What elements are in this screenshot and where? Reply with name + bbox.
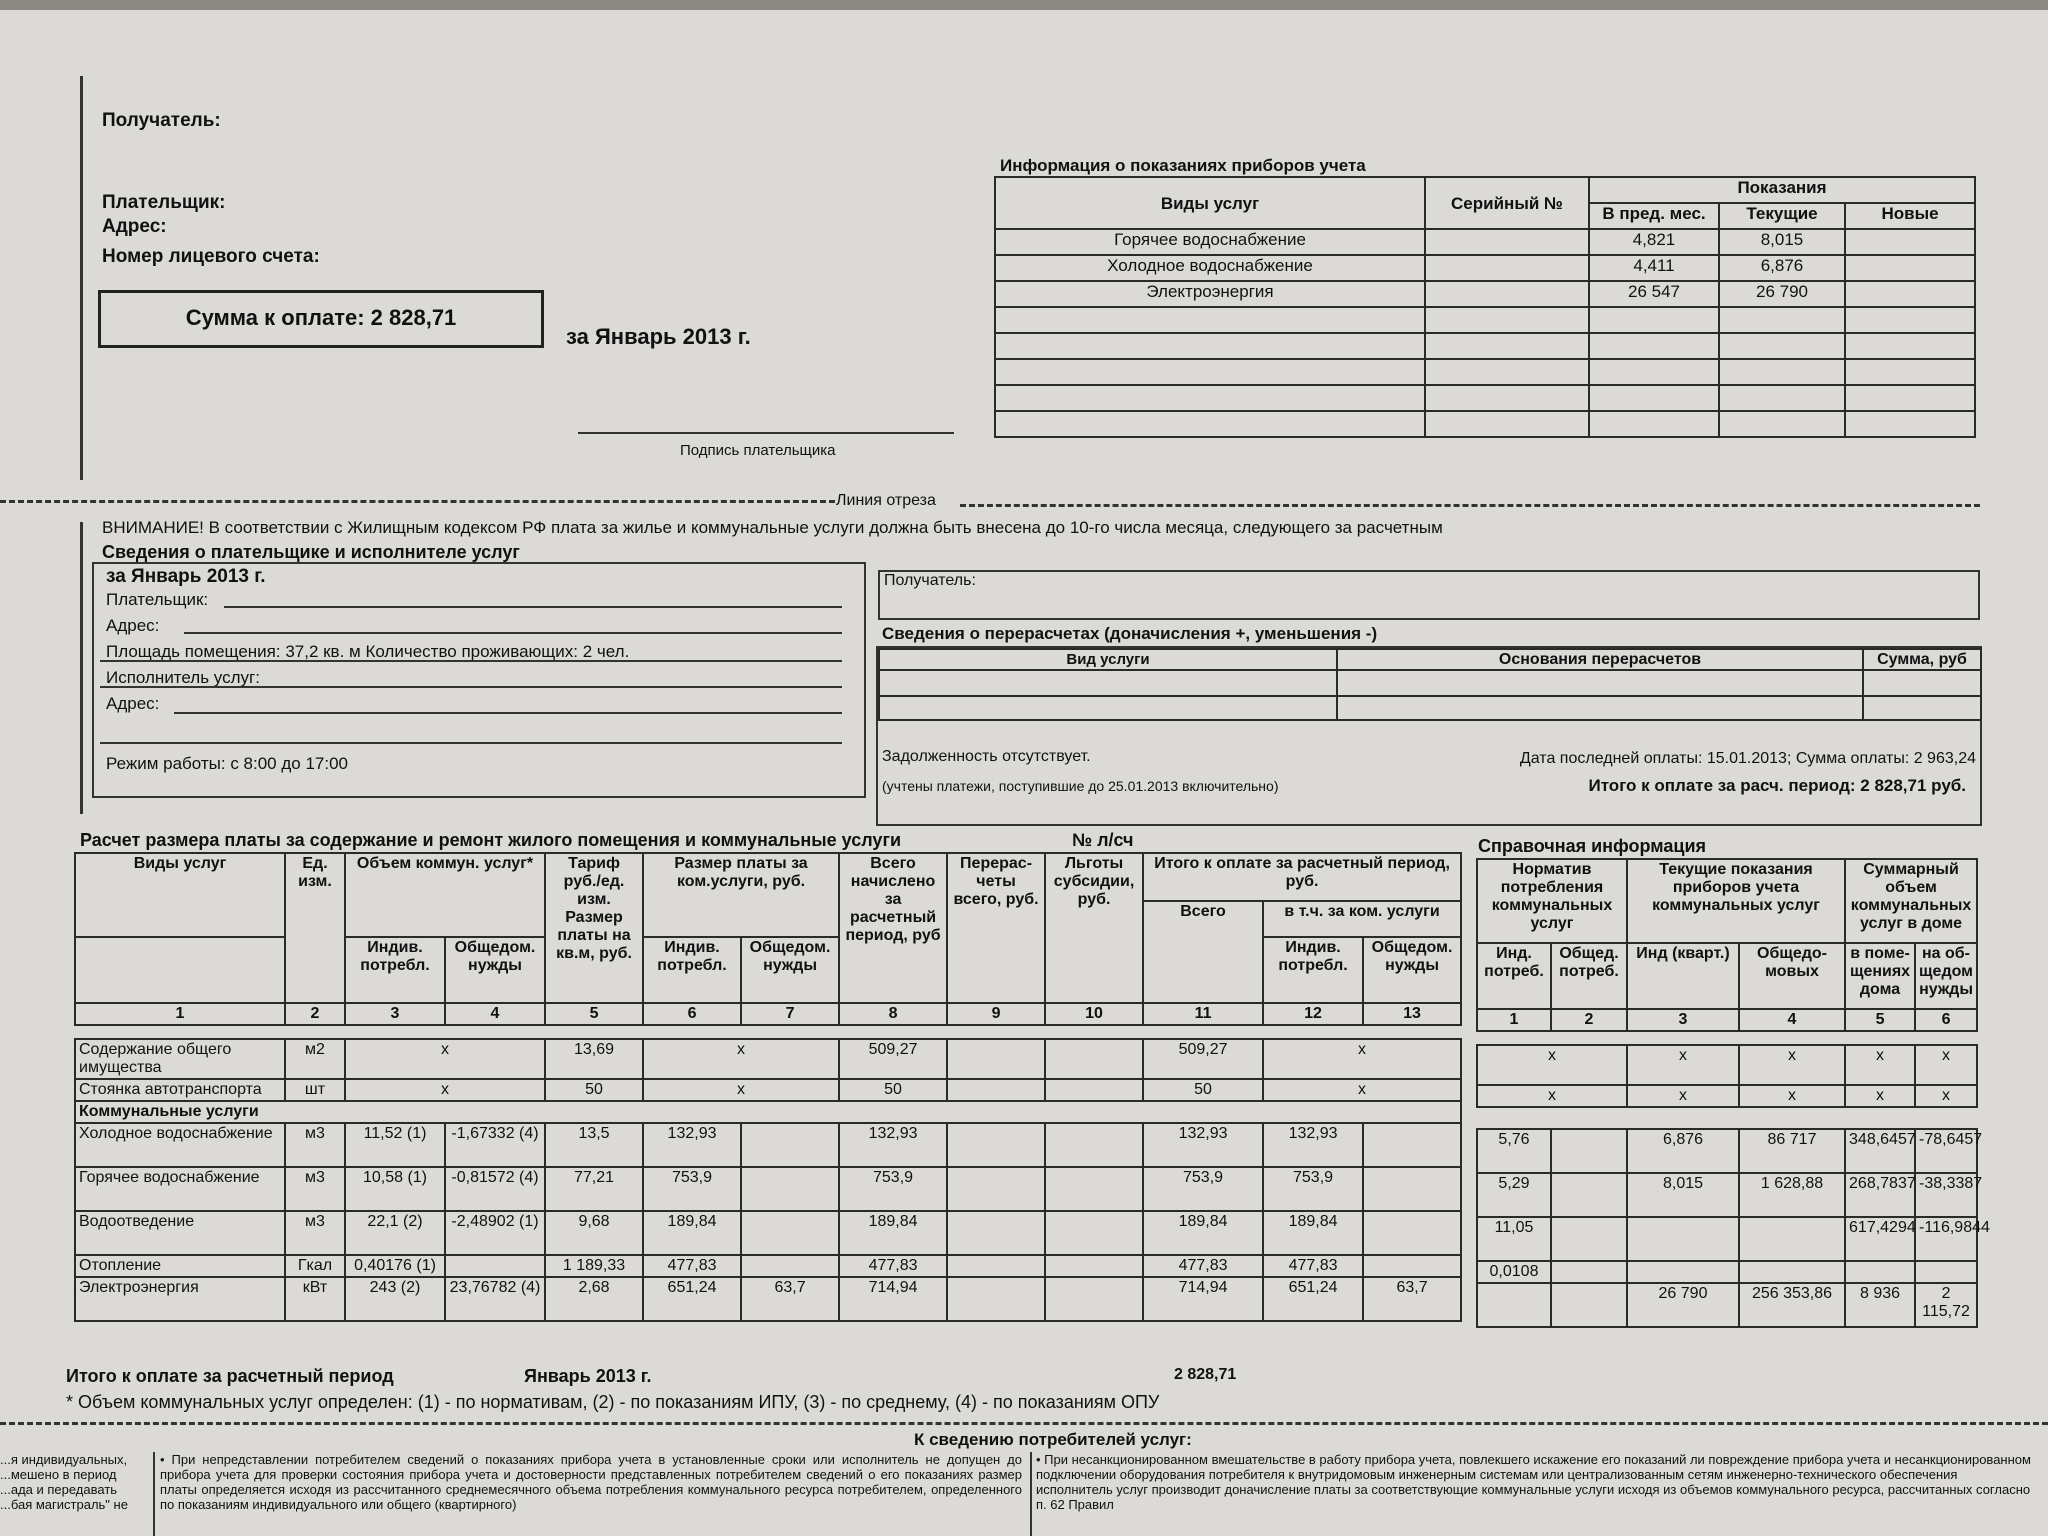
ref-cell <box>1551 1173 1627 1217</box>
calc-cell: Холодное водоснабжение <box>75 1123 285 1167</box>
ref-cell: х <box>1477 1045 1627 1085</box>
meter-cell: Горячее водоснабжение <box>995 229 1425 255</box>
calc-cell: Водоотведение <box>75 1211 285 1255</box>
calc-cell: 477,83 <box>643 1255 741 1277</box>
calc-num: 6 <box>643 1003 741 1025</box>
calc-h-size-common: Общедом. нужды <box>741 937 839 1003</box>
ref-cell: 348,6457 <box>1845 1129 1915 1173</box>
calc-cell: 22,1 (2) <box>345 1211 445 1255</box>
calc-cell: 753,9 <box>1263 1167 1363 1211</box>
calc-cell <box>1363 1255 1461 1277</box>
ref-cell: 0,0108 <box>1477 1261 1551 1283</box>
recalc-box <box>876 646 1982 826</box>
ref-cell <box>1551 1283 1627 1327</box>
calc-num: 9 <box>947 1003 1045 1025</box>
calc-cell: 132,93 <box>839 1123 947 1167</box>
calc-cell: 13,69 <box>545 1039 643 1079</box>
recalc-h-sum: Сумма, руб <box>1863 649 1981 670</box>
footer-col-left: ...я индивидуальных, ...мешено в период ...ада и передавать ...бая магистраль" не <box>0 1452 128 1512</box>
ref-cell: 617,4294 <box>1845 1217 1915 1261</box>
calc-cell: 714,94 <box>839 1277 947 1321</box>
cut-line-right <box>960 504 1980 507</box>
calc-h-unit: Ед. изм. <box>285 853 345 1003</box>
ref-row <box>1477 1129 1977 1173</box>
meter-row <box>995 255 1975 281</box>
calc-cell <box>947 1123 1045 1167</box>
ref-h-common-needs: на об-щедом нужды <box>1915 943 1977 1009</box>
calc-h-vol-ind: Индив. потребл. <box>345 937 445 1003</box>
calc-cell: 651,24 <box>1263 1277 1363 1321</box>
calc-cell <box>741 1255 839 1277</box>
calc-h-size-ind: Индив. потребл. <box>643 937 741 1003</box>
meter-row-empty <box>995 307 1975 333</box>
recalc-total: Итого к оплате за расч. период: 2 828,71 руб. <box>1588 776 1966 795</box>
calc-cell: 477,83 <box>1263 1255 1363 1277</box>
calc-h-benefits: Льготы субсидии, руб. <box>1045 853 1143 1003</box>
ref-cell: 268,7837 <box>1845 1173 1915 1217</box>
calc-cell <box>1045 1039 1143 1079</box>
meter-cell: 6,876 <box>1719 255 1845 281</box>
calc-h-total-ind: Индив. потребл. <box>1263 937 1363 1003</box>
calc-cell <box>1045 1079 1143 1101</box>
calc-cell: 11,52 (1) <box>345 1123 445 1167</box>
meter-cell <box>1845 281 1975 307</box>
calc-cell: 132,93 <box>1263 1123 1363 1167</box>
info-title: Сведения о плательщике и исполнителе услуг <box>102 542 520 562</box>
recipient-box <box>878 570 1980 620</box>
ref-row <box>1477 1045 1977 1085</box>
calc-h-charged: Всего начислено за расчетный период, руб <box>839 853 947 1003</box>
calc-cell <box>741 1167 839 1211</box>
meter-cell <box>1845 255 1975 281</box>
calc-cell <box>947 1211 1045 1255</box>
calc-cell: 132,93 <box>643 1123 741 1167</box>
ref-title: Справочная информация <box>1478 836 1707 856</box>
info-address2: Адрес: <box>106 694 160 713</box>
calc-cell: м3 <box>285 1123 345 1167</box>
ref-cell <box>1551 1261 1627 1283</box>
calc-num: 3 <box>345 1003 445 1025</box>
calc-num: 7 <box>741 1003 839 1025</box>
calc-cell: 50 <box>545 1079 643 1101</box>
footer-col-right: • При несанкционированном вмешательстве в работу прибора учета, повлекшего искажение его показаний ли повреждение прибора учета и несанкционированном подключении оборудования потребителя к внутридомовым инженерным системам или централизованным сетям инженерно-технического обеспечения исполнитель услуг производит доначисление платы за соответствующие коммунальные услуги исходя из объемов коммунального ресурса, рассчитанных согласно п. 62 Правил <box>1036 1452 2031 1512</box>
ref-h-ind: Инд. потреб. <box>1477 943 1551 1009</box>
recalc-title: Сведения о перерасчетах (доначисления +, уменьшения -) <box>882 624 1378 643</box>
calc-cell: 189,84 <box>1263 1211 1363 1255</box>
calc-cell: 50 <box>839 1079 947 1101</box>
meter-cell <box>1845 229 1975 255</box>
ref-h-common-house: Общедо-мовых <box>1739 943 1845 1009</box>
bill-paper <box>0 10 2048 1536</box>
ref-cell: -78,6457 <box>1915 1129 1977 1173</box>
calc-table <box>74 852 1462 1322</box>
calc-cell <box>947 1277 1045 1321</box>
ref-cell: х <box>1845 1045 1915 1085</box>
info-hours: Режим работы: с 8:00 до 17:00 <box>106 754 348 773</box>
calc-row <box>75 1039 1461 1079</box>
calc-cell: 509,27 <box>839 1039 947 1079</box>
ref-cell: х <box>1915 1045 1977 1085</box>
calc-h-tariff: Тариф руб./ед. изм. Размер платы на кв.м, руб. <box>545 853 643 1003</box>
ref-cell: 2 115,72 <box>1915 1283 1977 1327</box>
recalc-last-payment: Дата последней оплаты: 15.01.2013; Сумма оплаты: 2 963,24 <box>1519 750 1976 767</box>
ref-cell: х <box>1739 1085 1845 1107</box>
ref-row <box>1477 1173 1977 1217</box>
ref-number-row <box>1477 1009 1977 1031</box>
meter-title: Информация о показаниях приборов учета <box>1000 156 1366 175</box>
ref-cell <box>1915 1261 1977 1283</box>
info-extra-line <box>100 742 842 744</box>
calc-cell: 0,40176 (1) <box>345 1255 445 1277</box>
calc-num: 13 <box>1363 1003 1461 1025</box>
calc-num: 12 <box>1263 1003 1363 1025</box>
calc-cell: 50 <box>1143 1079 1263 1101</box>
payer-info-box <box>92 562 866 798</box>
ref-cell: 8,015 <box>1627 1173 1739 1217</box>
meter-row-empty <box>995 411 1975 437</box>
ref-cell: х <box>1845 1085 1915 1107</box>
info-address2-line <box>174 712 842 714</box>
ref-cell: 8 936 <box>1845 1283 1915 1327</box>
ref-h-rooms: в поме-щениях дома <box>1845 943 1915 1009</box>
recalc-recipient: Получатель: <box>884 572 976 589</box>
meter-cell <box>1425 229 1589 255</box>
calc-cell: 753,9 <box>1143 1167 1263 1211</box>
calc-cell: кВт <box>285 1277 345 1321</box>
calc-account-no: № л/сч <box>1072 830 1134 850</box>
amount-due-box: Сумма к оплате: 2 828,71 <box>98 290 544 348</box>
info-address-line <box>184 632 842 634</box>
calc-num: 1 <box>75 1003 285 1025</box>
ref-cell: -38,3387 <box>1915 1173 1977 1217</box>
meter-table <box>994 176 1976 438</box>
calc-cell: шт <box>285 1079 345 1101</box>
calc-cell: 243 (2) <box>345 1277 445 1321</box>
ref-cell: 256 353,86 <box>1739 1283 1845 1327</box>
calc-h-volume: Объем коммун. услуг* <box>345 853 545 937</box>
calc-cell <box>741 1123 839 1167</box>
calc-num: 8 <box>839 1003 947 1025</box>
ref-cell: х <box>1739 1045 1845 1085</box>
recalc-debt: Задолженность отсутствует. <box>882 748 1091 765</box>
ref-h-common: Общед. потреб. <box>1551 943 1627 1009</box>
calc-total-label: Итого к оплате за расчетный период <box>66 1366 394 1386</box>
ref-cell: 11,05 <box>1477 1217 1551 1261</box>
calc-cell: х <box>1263 1039 1461 1079</box>
calc-cell <box>1363 1167 1461 1211</box>
recalc-h-reason: Основания перерасчетов <box>1337 649 1863 670</box>
footer-divider-1 <box>153 1452 155 1536</box>
calc-cell: Горячее водоснабжение <box>75 1167 285 1211</box>
info-address: Адрес: <box>106 616 160 635</box>
calc-cell: Стоянка автотранспорта <box>75 1079 285 1101</box>
calc-cell <box>947 1255 1045 1277</box>
ref-num: 6 <box>1915 1009 1977 1031</box>
calc-cell: 23,76782 (4) <box>445 1277 545 1321</box>
calc-h-recalc: Перерас-четы всего, руб. <box>947 853 1045 1003</box>
info-area: Площадь помещения: 37,2 кв. м Количество проживающих: 2 чел. <box>106 642 630 661</box>
calc-cell <box>947 1079 1045 1101</box>
account-label: Номер лицевого счета: <box>102 246 320 267</box>
calc-h-service: Виды услуг <box>75 853 285 937</box>
meter-cell: 4,821 <box>1589 229 1719 255</box>
calc-cell <box>445 1255 545 1277</box>
calc-cell <box>741 1211 839 1255</box>
meter-h-prev: В пред. мес. <box>1589 203 1719 229</box>
calc-cell: 63,7 <box>741 1277 839 1321</box>
calc-num: 5 <box>545 1003 643 1025</box>
calc-cell: 651,24 <box>643 1277 741 1321</box>
ref-row <box>1477 1085 1977 1107</box>
address-label: Адрес: <box>102 216 167 237</box>
recalc-h-service: Вид услуги <box>879 649 1337 670</box>
info-executor: Исполнитель услуг: <box>106 668 260 687</box>
cut-line-left <box>0 500 835 503</box>
info-area-line <box>100 660 842 662</box>
ref-table <box>1476 858 1990 1328</box>
calc-footnote: * Объем коммунальных услуг определен: (1) - по нормативам, (2) - по показаниям ИПУ, (3) - по среднему, (4) - по показаниям ОПУ <box>66 1392 1160 1412</box>
calc-cell: 10,58 (1) <box>345 1167 445 1211</box>
calc-cell: 1 189,33 <box>545 1255 643 1277</box>
info-period: за Январь 2013 г. <box>106 566 266 587</box>
ref-cell <box>1739 1217 1845 1261</box>
calc-cell: 9,68 <box>545 1211 643 1255</box>
footer-cut-line <box>0 1422 2048 1425</box>
calc-row <box>75 1167 1461 1211</box>
ref-cell <box>1477 1283 1551 1327</box>
calc-cell: 714,94 <box>1143 1277 1263 1321</box>
calc-cell <box>1045 1167 1143 1211</box>
cut-line-label: Линия отреза <box>836 492 936 509</box>
meter-h-current: Текущие <box>1719 203 1845 229</box>
ref-cell: 5,76 <box>1477 1129 1551 1173</box>
calc-h-size: Размер платы за ком.услуги, руб. <box>643 853 839 937</box>
info-left-border <box>80 522 83 814</box>
recalc-accounted: (учтены платежи, поступившие до 25.01.2013 включительно) <box>882 778 1279 794</box>
ref-cell: х <box>1627 1045 1739 1085</box>
calc-cell <box>1045 1255 1143 1277</box>
period-label: за Январь 2013 г. <box>566 324 751 349</box>
meter-cell: Холодное водоснабжение <box>995 255 1425 281</box>
ref-h-norm: Норматив потребления коммунальных услуг <box>1477 859 1627 943</box>
ref-num: 3 <box>1627 1009 1739 1031</box>
info-payer-line <box>224 606 842 608</box>
info-payer: Плательщик: <box>106 590 209 609</box>
ref-cell: 6,876 <box>1627 1129 1739 1173</box>
meter-h-readings: Показания <box>1589 177 1975 203</box>
calc-cell: х <box>1263 1079 1461 1101</box>
calc-row <box>75 1079 1461 1101</box>
calc-cell: 189,84 <box>643 1211 741 1255</box>
ref-cell: 86 717 <box>1739 1129 1845 1173</box>
calc-cell: м3 <box>285 1211 345 1255</box>
ref-num: 1 <box>1477 1009 1551 1031</box>
meter-row-empty <box>995 359 1975 385</box>
calc-total-value: 2 828,71 <box>1174 1366 1237 1383</box>
calc-cell: 189,84 <box>1143 1211 1263 1255</box>
ref-h-total: Суммарный объем коммунальных услуг в доме <box>1845 859 1977 943</box>
ref-row <box>1477 1283 1977 1327</box>
calc-cell: Отопление <box>75 1255 285 1277</box>
calc-row <box>75 1211 1461 1255</box>
calc-cell: -2,48902 (1) <box>445 1211 545 1255</box>
ref-cell: х <box>1915 1085 1977 1107</box>
calc-cell: 63,7 <box>1363 1277 1461 1321</box>
calc-cell: 189,84 <box>839 1211 947 1255</box>
attention-notice: ВНИМАНИЕ! В соответствии с Жилищным кодексом РФ плата за жилье и коммунальные услуги должна быть внесена до 10-го числа месяца, следующего за расчетным <box>102 518 1443 537</box>
calc-cell: 2,68 <box>545 1277 643 1321</box>
calc-total-period: Январь 2013 г. <box>524 1366 652 1386</box>
ref-num: 2 <box>1551 1009 1627 1031</box>
calc-cell: х <box>345 1079 545 1101</box>
ref-num: 4 <box>1739 1009 1845 1031</box>
calc-cell: 753,9 <box>839 1167 947 1211</box>
calc-cell: 13,5 <box>545 1123 643 1167</box>
calc-row <box>75 1123 1461 1167</box>
ref-cell <box>1627 1261 1739 1283</box>
ref-row <box>1477 1217 1977 1261</box>
ref-cell <box>1551 1217 1627 1261</box>
calc-num: 4 <box>445 1003 545 1025</box>
calc-cell <box>1363 1123 1461 1167</box>
calc-cell: 77,21 <box>545 1167 643 1211</box>
footer-divider-2 <box>1030 1452 1032 1536</box>
meter-h-serial: Серийный № <box>1425 177 1589 229</box>
ref-num: 5 <box>1845 1009 1915 1031</box>
calc-row <box>75 1277 1461 1321</box>
ref-cell <box>1627 1217 1739 1261</box>
payer-label: Плательщик: <box>102 192 226 213</box>
calc-cell <box>947 1167 1045 1211</box>
calc-number-row <box>75 1003 1461 1025</box>
ref-cell: 26 790 <box>1627 1283 1739 1327</box>
calc-cell: 753,9 <box>643 1167 741 1211</box>
calc-num: 10 <box>1045 1003 1143 1025</box>
signature-line <box>578 432 954 434</box>
calc-h-total-common: Общедом. нужды <box>1363 937 1461 1003</box>
meter-cell: 4,411 <box>1589 255 1719 281</box>
calc-cell: Содержание общего имущества <box>75 1039 285 1079</box>
ref-cell: 5,29 <box>1477 1173 1551 1217</box>
meter-cell <box>1425 281 1589 307</box>
calc-cell: 132,93 <box>1143 1123 1263 1167</box>
recalc-table <box>878 648 1982 721</box>
meter-row-empty <box>995 333 1975 359</box>
calc-cell <box>1363 1211 1461 1255</box>
calc-h-vol-common: Общедом. нужды <box>445 937 545 1003</box>
stub-left-border <box>80 76 83 480</box>
info-executor-line <box>100 686 842 688</box>
meter-row <box>995 229 1975 255</box>
calc-cell: 477,83 <box>839 1255 947 1277</box>
calc-h-total: Итого к оплате за расчетный период, руб. <box>1143 853 1461 901</box>
ref-cell <box>1845 1261 1915 1283</box>
meter-cell: 8,015 <box>1719 229 1845 255</box>
calc-num: 2 <box>285 1003 345 1025</box>
ref-cell: х <box>1477 1085 1627 1107</box>
calc-cell: м3 <box>285 1167 345 1211</box>
ref-h-ind-flat: Инд (кварт.) <box>1627 943 1739 1009</box>
calc-cell <box>947 1039 1045 1079</box>
ref-cell: х <box>1627 1085 1739 1107</box>
ref-cell <box>1739 1261 1845 1283</box>
calc-cell <box>1045 1277 1143 1321</box>
meter-h-new: Новые <box>1845 203 1975 229</box>
calc-h-all: Всего <box>1143 901 1263 1003</box>
calc-h-incl: в т.ч. за ком. услуги <box>1263 901 1461 937</box>
ref-cell: 1 628,88 <box>1739 1173 1845 1217</box>
calc-cell: -0,81572 (4) <box>445 1167 545 1211</box>
signature-caption: Подпись плательщика <box>680 442 836 459</box>
calc-title: Расчет размера платы за содержание и ремонт жилого помещения и коммунальные услуги <box>80 830 902 850</box>
calc-cell: Гкал <box>285 1255 345 1277</box>
meter-row <box>995 281 1975 307</box>
calc-cell: х <box>643 1079 839 1101</box>
ref-cell: -116,9844 <box>1915 1217 1977 1261</box>
meter-cell <box>1425 255 1589 281</box>
meter-cell: 26 790 <box>1719 281 1845 307</box>
meter-cell: Электроэнергия <box>995 281 1425 307</box>
ref-row <box>1477 1261 1977 1283</box>
meter-row-empty <box>995 385 1975 411</box>
ref-h-current: Текущие показания приборов учета коммунальных услуг <box>1627 859 1845 943</box>
calc-cell: 477,83 <box>1143 1255 1263 1277</box>
calc-cell: 509,27 <box>1143 1039 1263 1079</box>
calc-cell <box>1045 1211 1143 1255</box>
calc-cell: х <box>345 1039 545 1079</box>
calc-cell: м2 <box>285 1039 345 1079</box>
calc-section-communal: Коммунальные услуги <box>75 1101 1461 1123</box>
footer-title: К сведению потребителей услуг: <box>914 1430 1192 1449</box>
calc-row <box>75 1255 1461 1277</box>
calc-cell: -1,67332 (4) <box>445 1123 545 1167</box>
meter-cell: 26 547 <box>1589 281 1719 307</box>
meter-h-service: Виды услуг <box>995 177 1425 229</box>
calc-cell: Электроэнергия <box>75 1277 285 1321</box>
footer-col-mid: • При непредставлении потребителем сведений о показаниях прибора учета в установленные сроки или исполнитель не допущен до прибора учета для проверки состояния прибора учета и достоверности представленных потребителем сведений о его показаниях размер платы определяется исходя из рассчитанного среднемесячного объема потребления коммунального ресурса потребителем, определенного по показаниям индивидуального или общего (квартирного) <box>160 1452 1022 1512</box>
calc-h-service-cont <box>75 937 285 1003</box>
calc-cell <box>1045 1123 1143 1167</box>
ref-cell <box>1551 1129 1627 1173</box>
calc-cell: х <box>643 1039 839 1079</box>
calc-num: 11 <box>1143 1003 1263 1025</box>
recipient-label: Получатель: <box>102 110 221 131</box>
